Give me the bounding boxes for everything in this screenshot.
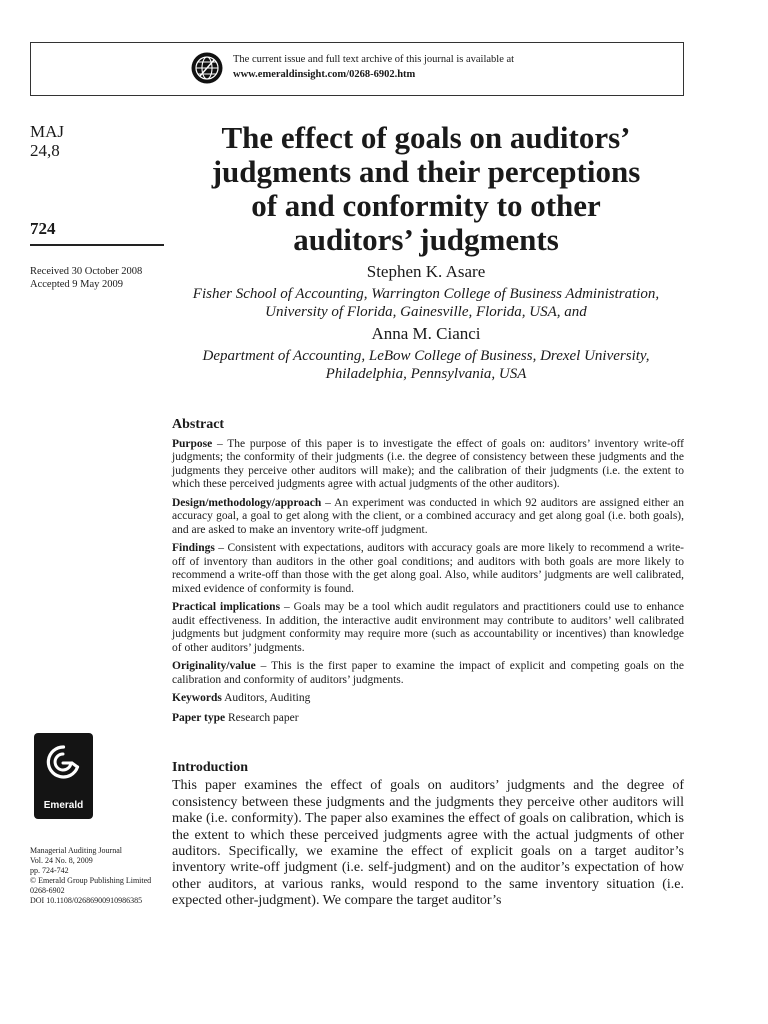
emerald-swirl-icon (34, 733, 93, 797)
abstract (172, 418, 684, 731)
page-number-rule (30, 244, 164, 246)
pubinfo-line: Vol. 24 No. 8, 2009 (30, 856, 93, 865)
affiliation-line: Philadelphia, Pennsylvania, USA (325, 366, 527, 382)
abstract-text: – Consistent with expectations, auditors with accuracy goals are more likely to recommend a write-off of inventory than auditors in the other goal conditions; and auditors with both goals are more likely to recommend a write-off than those with the get along goal. Also, while auditors’ judgments are well calibrated, mixed evidence of conformity is found. (172, 542, 684, 595)
author-name: Stephen K. Asare (366, 262, 486, 281)
abstract-label: Purpose (172, 437, 213, 450)
banner-notice: The current issue and full text archive of this journal is available at (233, 54, 515, 65)
publication-info (30, 846, 151, 906)
pubinfo-line: Managerial Auditing Journal (30, 846, 122, 855)
title-line: auditors’ judgments (293, 222, 559, 257)
page-number: 724 (30, 219, 56, 238)
journal-url-link[interactable]: www.emeraldinsight.com/0268-6902.htm (233, 69, 416, 80)
pubinfo-line: © Emerald Group Publishing Limited (30, 876, 152, 885)
journal-banner (30, 42, 684, 96)
abstract-label: Practical implications (172, 601, 281, 613)
title-line: of and conformity to other (251, 188, 601, 223)
globe-icon (191, 52, 223, 84)
article-dates (30, 265, 142, 291)
received-date: Received 30 October 2008 (30, 266, 143, 277)
journal-id (30, 122, 64, 160)
title-line: The effect of goals on auditors’ (221, 120, 631, 155)
keywords-value: Auditors, Auditing (221, 692, 311, 704)
abstract-label: Originality/value (172, 660, 256, 672)
pubinfo-line: DOI 10.1108/02686900910986385 (30, 896, 143, 905)
paper-type-value: Research paper (225, 711, 299, 724)
abstract-text: – An experiment was conducted in which 92 auditors are assigned either an accuracy goal, a goal to get along with the client, or a combined accuracy and get along goal (i.e. both goals), and are asked to make an inventory write-off judgment. (172, 496, 684, 536)
abstract-label: Findings (172, 542, 215, 554)
introduction-heading: Introduction (172, 760, 248, 775)
introduction-text: This paper examines the effect of goals on auditors’ judgments and the degree of consistency between these judgments and the judgments they perceive other auditors will make (i.e. conformity). The paper also examines the effect of goals on calibration, which is the extent to which these perceived judgments agree with the actual judgments of other auditors. Specifically, we examine the effect of explicit goals on a target auditor’s inventory write-off judgment (i.e. self-judgment) and on the auditor’s expectation of how other auditors, at various ranks, would respond to the same inventory situation (i.e. expected other-judgment). We compare the target auditor’s (172, 778, 684, 909)
abstract-text: – The purpose of this paper is to investigate the effect of goals on: auditors’ inventory write-off judgments; the conformity of their judgments (i.e. the degree of consistency between these judgments and the judgments they perceive other auditors will make); and the calibration of their judgments (i.e. the extent to which these perceived judgments agree with actual judgments of the other auditors). (172, 437, 684, 490)
accepted-date: Accepted 9 May 2009 (30, 279, 124, 290)
emerald-logo-icon (34, 733, 93, 819)
pubinfo-line: pp. 724-742 (30, 866, 69, 875)
author-affiliation (168, 347, 684, 383)
author-name: Anna M. Cianci (371, 324, 481, 343)
title-line: judgments and their perceptions (211, 154, 641, 189)
paper-type (172, 712, 684, 726)
abstract-findings (172, 542, 684, 596)
introduction-section (172, 760, 684, 910)
abstract-text: – Goals may be a tool which audit regulators and practitioners could use to enhance audit effectiveness. In addition, the interactive audit environment may contribute to auditors’ well calibrated judgments but judgment conformity may require more (such as accountability or incentives) than knowledge of other auditors’ judgments. (172, 601, 684, 654)
paper-type-label: Paper type (172, 711, 226, 724)
keywords-label: Keywords (172, 692, 222, 704)
abstract-heading: Abstract (172, 417, 225, 432)
paper-title (168, 121, 684, 257)
logo-wordmark: Emerald (43, 800, 84, 811)
journal-volume: 24,8 (30, 141, 60, 160)
keywords (172, 692, 684, 706)
affiliation-line: Department of Accounting, LeBow College of Business, Drexel University, (202, 348, 650, 364)
author-affiliation (168, 285, 684, 321)
affiliation-line: University of Florida, Gainesville, Florida, USA, and (265, 304, 587, 320)
abstract-purpose (172, 438, 684, 492)
abstract-text: – This is the first paper to examine the impact of explicit and competing goals on the calibration and conformity of auditors’ judgments. (172, 660, 684, 686)
abstract-implications (172, 601, 684, 655)
abstract-design (172, 497, 684, 538)
abstract-originality (172, 660, 684, 687)
pubinfo-line: 0268-6902 (30, 886, 65, 895)
abstract-label: Design/methodology/approach (172, 496, 322, 509)
affiliation-line: Fisher School of Accounting, Warrington College of Business Administration, (192, 286, 660, 302)
journal-abbrev: MAJ (30, 122, 65, 141)
